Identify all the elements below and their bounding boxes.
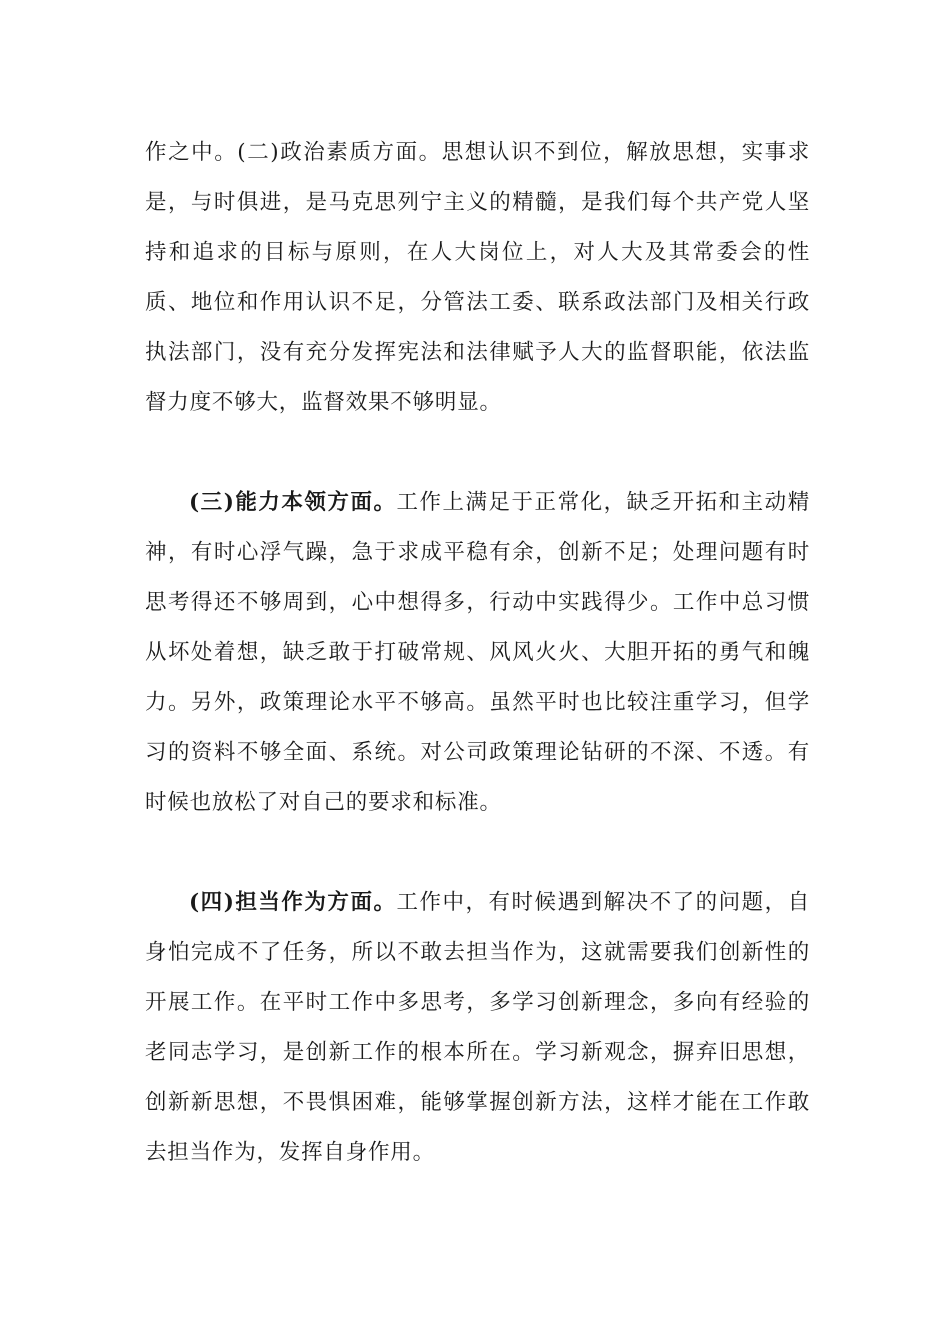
- paragraph-heading: (四)担当作为方面。: [189, 890, 397, 915]
- paragraph-responsibility: [145, 878, 810, 1178]
- paragraph-heading: (三)能力本领方面。: [189, 490, 397, 515]
- document-page: [145, 128, 810, 1178]
- paragraph-ability: [145, 478, 810, 828]
- paragraph-text: 工作中，有时候遇到解决不了的问题，自身怕完成不了任务，所以不敢去担当作为，这就需要我们创新性的开展工作。在平时工作中多思考，多学习创新理念，多向有经验的老同志学习，是创新工作的根本所在。学习新观念，摒弃旧思想，创新新思想，不畏惧困难，能够掌握创新方法，这样才能在工作敢去担当作为，发挥自身作用。: [145, 890, 810, 1165]
- paragraph-political-quality: [145, 128, 810, 428]
- paragraph-text: 作之中。(二)政治素质方面。思想认识不到位，解放思想，实事求是，与时俱进，是马克思列宁主义的精髓，是我们每个共产党人坚持和追求的目标与原则，在人大岗位上，对人大及其常委会的性质、地位和作用认识不足，分管法工委、联系政法部门及相关行政执法部门，没有充分发挥宪法和法律赋予人大的监督职能，依法监督力度不够大，监督效果不够明显。: [145, 140, 810, 415]
- paragraph-text: 工作上满足于正常化，缺乏开拓和主动精神，有时心浮气躁，急于求成平稳有余，创新不足；处理问题有时思考得还不够周到，心中想得多，行动中实践得少。工作中总习惯从坏处着想，缺乏敢于打破常规、风风火火、大胆开拓的勇气和魄力。另外，政策理论水平不够高。虽然平时也比较注重学习，但学习的资料不够全面、系统。对公司政策理论钻研的不深、不透。有时候也放松了对自己的要求和标准。: [145, 490, 810, 815]
- paragraph-gap: [145, 828, 810, 878]
- paragraph-gap: [145, 428, 810, 478]
